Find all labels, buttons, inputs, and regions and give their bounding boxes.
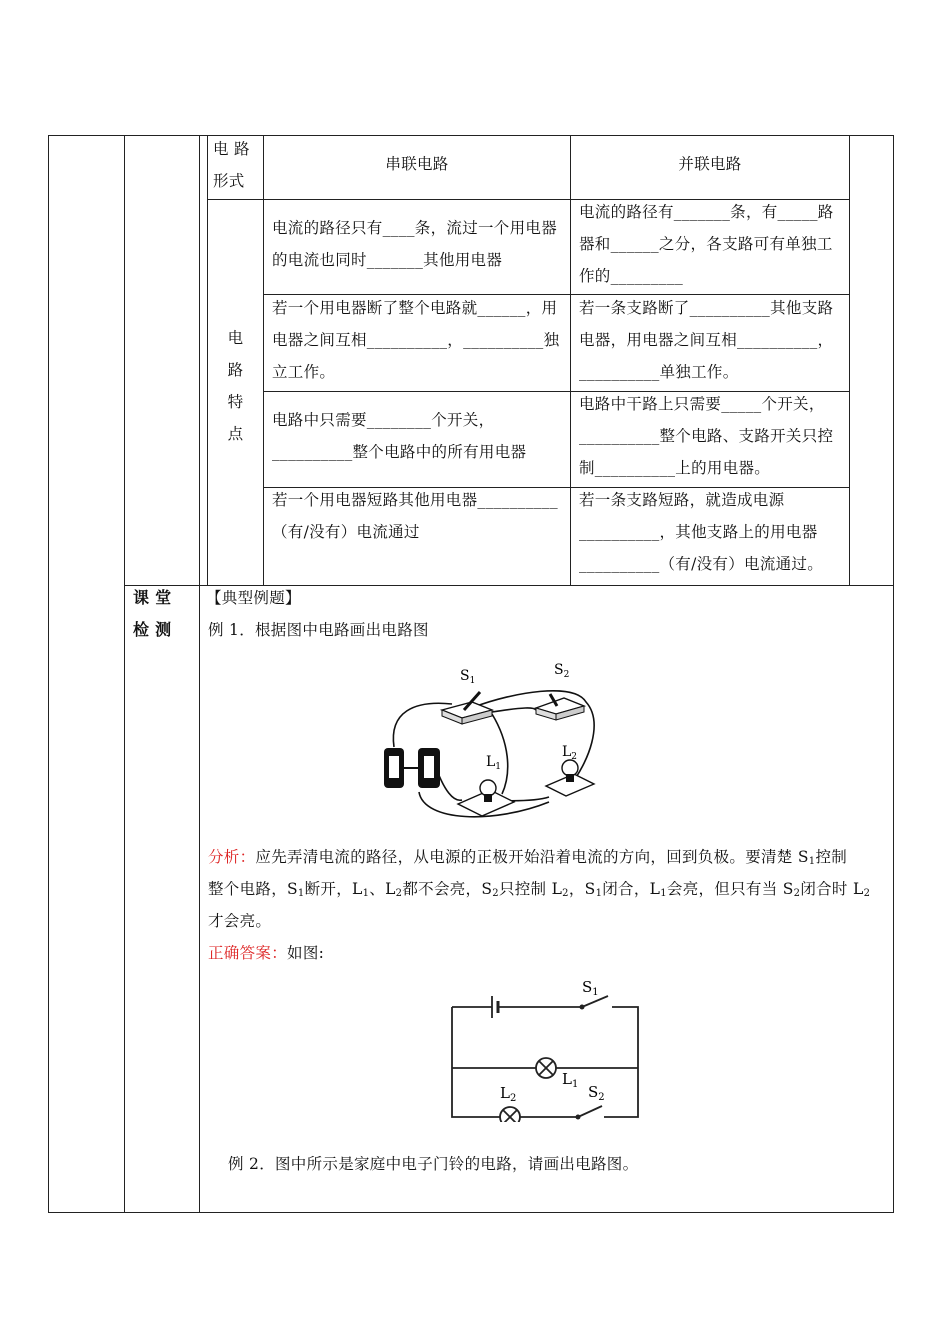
parallel-row-2: 若一条支路断了__________其他支路电器，用电器之间互相__________，__________单独工作。 <box>579 299 834 381</box>
answer-line <box>208 937 324 969</box>
answer-label: 正确答案： <box>208 944 288 962</box>
analysis-line-3: 才会亮。 <box>208 912 272 930</box>
analysis-seg-f: ，S <box>568 880 596 898</box>
inner-col-div-1 <box>263 135 264 585</box>
header-circuit-form: 电 路 形式 <box>213 140 250 190</box>
analysis-label: 分析： <box>208 848 256 866</box>
section-label-line2: 检 测 <box>133 620 172 639</box>
analysis-seg-i: 闭合时 L <box>800 880 864 898</box>
table-right-border <box>893 135 894 1213</box>
analysis-seg-e: 只控制 L <box>498 880 563 898</box>
example-1-text: 例 1．根据图中电路画出电路图 <box>208 621 429 639</box>
analysis-line-1: 分析：应先弄清电流的路径，从电源的正极开始沿着电流的方向，回到负极。要清楚 $S_1$控制 <box>208 848 848 867</box>
fig1-label-s1: $S_1$ <box>460 668 476 686</box>
switch-s2-device <box>536 694 584 720</box>
analysis-seg-c: 、L <box>369 880 396 898</box>
table-bottom-border <box>48 1212 894 1213</box>
table-top-border <box>48 135 894 136</box>
analysis-seg-h: 会亮，但只有当 S <box>666 880 794 898</box>
figure-1-physical-circuit <box>374 652 624 832</box>
section-label-line1: 课 堂 <box>133 588 172 607</box>
analysis-text-1: 应先弄清电流的路径，从电源的正极开始沿着电流的方向，回到负极。要清楚 S <box>255 848 809 866</box>
battery-device <box>384 748 440 788</box>
figure-2-schematic <box>440 972 650 1122</box>
analysis-seg-b: 断开，L <box>304 880 363 898</box>
example-2-text: 例 2．图中所示是家庭中电子门铃的电路，请画出电路图。 <box>228 1155 639 1173</box>
col-divider-2 <box>199 135 200 1213</box>
parallel-row-1: 电流的路径有_______条，有_____路器和______之分，各支路可有单独工作的_________ <box>579 203 834 285</box>
fig2-label-s1: $S_1$ <box>582 978 599 998</box>
parallel-row-3: 电路中干路上只需要_____个开关，__________整个电路、支路开关只控制__________上的用电器。 <box>579 395 834 477</box>
fig2-label-l1: $L_1$ <box>562 1070 579 1090</box>
header-series: 串联电路 <box>385 155 449 173</box>
series-row-1: 电流的路径只有____条，流过一个用电器的电流也同时_______其他用电器 <box>272 219 558 269</box>
parallel-row-4: 若一条支路短路，就造成电源__________，其他支路上的用电器__________（有/没有）电流通过。 <box>579 491 824 573</box>
table-left-border <box>48 135 49 1213</box>
analysis-seg-g: 闭合，L <box>602 880 661 898</box>
answer-text: 如图: <box>287 944 325 962</box>
inner-col-div-2 <box>570 135 571 585</box>
fig1-label-s2: $S_2$ <box>554 662 570 680</box>
section-heading: 【典型例题】 <box>206 589 301 607</box>
fig1-label-l2: $L_2$ <box>562 744 578 762</box>
circuit-feature-label: 电 路 特 点 <box>227 329 244 443</box>
analysis-line-2: 整个电路，$S_1$断开，$L_1$、$L_2$都不会亮，$S_2$只控制 $L_2$，$S_1$闭合，$L_1$会亮，但只有当 $S_2$闭合时 $L_2$ <box>208 880 871 899</box>
fig2-label-l2: $L_2$ <box>500 1084 517 1104</box>
header-parallel: 并联电路 <box>678 155 742 173</box>
series-row-4: 若一个用电器短路其他用电器__________（有/没有）电流通过 <box>272 491 558 541</box>
analysis-seg-d: 都不会亮，S <box>402 880 493 898</box>
fig2-label-s2: $S_2$ <box>588 1083 605 1103</box>
col-divider-1 <box>124 135 125 1213</box>
switch-s1-device <box>442 692 492 724</box>
series-row-2: 若一个用电器断了整个电路就______，用电器之间互相__________，__________独立工作。 <box>272 299 560 381</box>
inner-right-border <box>849 135 850 585</box>
lamp-l2-device <box>546 760 594 796</box>
fig1-label-l1: $L_1$ <box>486 754 502 772</box>
analysis-text-2: 控制 <box>815 848 848 866</box>
analysis-seg-a: 整个电路，S <box>208 880 298 898</box>
series-row-3: 电路中只需要________个开关，__________整个电路中的所有用电器 <box>272 411 527 461</box>
